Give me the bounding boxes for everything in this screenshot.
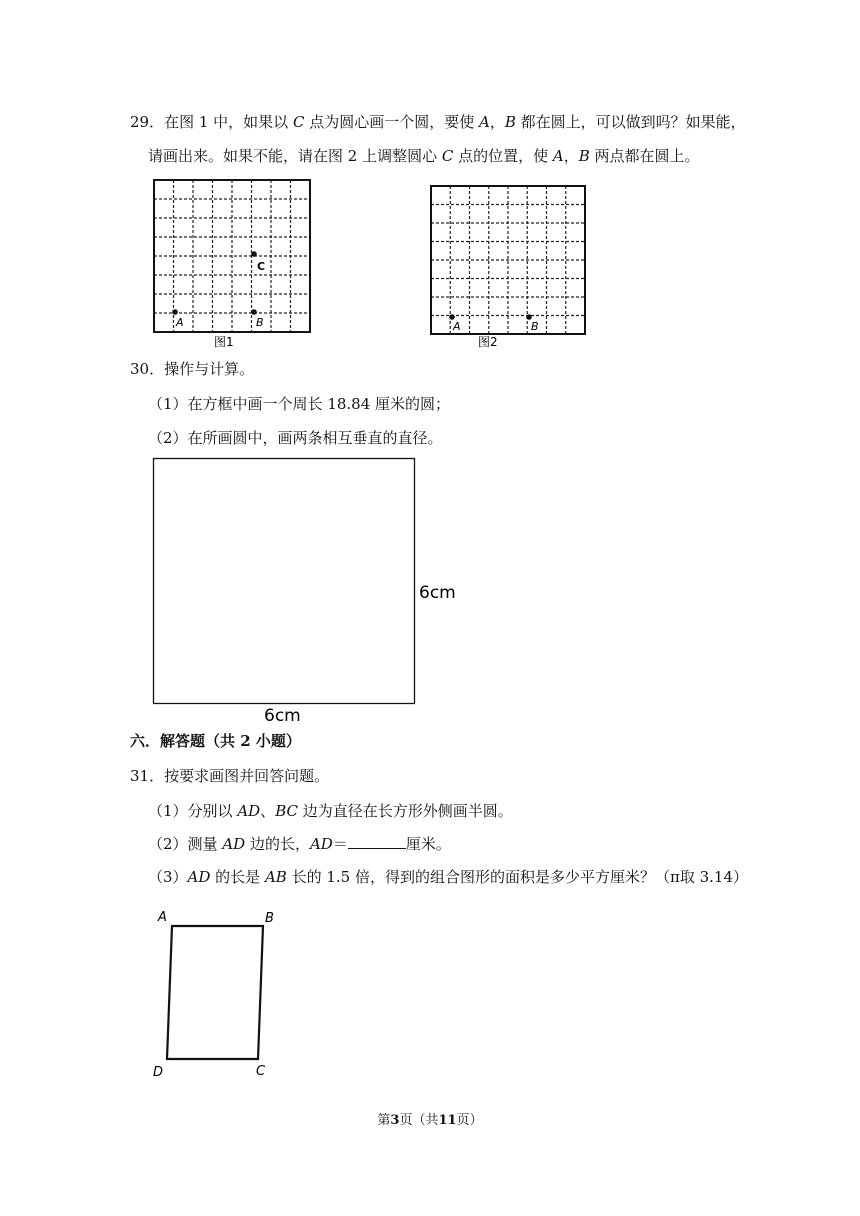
q31-text: 的长是 xyxy=(210,868,265,886)
page-footer xyxy=(0,1109,860,1128)
q31-text: （2）测量 xyxy=(148,835,223,853)
q31-text: （3） xyxy=(148,868,188,886)
vertex-c: C xyxy=(256,1064,266,1079)
footer-text: 第 xyxy=(377,1113,391,1128)
figure-2-grid xyxy=(428,183,590,351)
grid-lines xyxy=(154,180,310,332)
q30-text: 操作与计算。 xyxy=(164,360,255,378)
vertex-d: D xyxy=(153,1065,164,1080)
q31-text: ＝ xyxy=(332,835,348,853)
bottom-length-label: 6cm xyxy=(264,706,301,725)
q31-item2 xyxy=(148,834,451,854)
drawing-box xyxy=(154,459,415,704)
page-number: 3 xyxy=(390,1113,400,1128)
footer-text: 页（共 xyxy=(399,1113,439,1128)
label-c: C xyxy=(257,260,266,273)
q31-text: 边为直径在长方形外侧画半圆。 xyxy=(297,802,513,820)
q31-text: （1）分别以 xyxy=(148,802,238,820)
q29-number: 29． xyxy=(130,113,165,131)
q31-item1 xyxy=(148,801,513,821)
q31-text: 、 xyxy=(260,802,276,820)
q29-text: 请画出来。如果不能，请在图 2 上调整圆心 xyxy=(148,147,442,165)
q31-item3 xyxy=(148,867,748,887)
answer-blank[interactable] xyxy=(348,834,406,849)
vertex-a: A xyxy=(158,910,167,925)
label-b: B xyxy=(531,320,539,333)
q29-line1 xyxy=(130,112,746,132)
footer-text: 页） xyxy=(456,1113,483,1128)
section-6-heading: 六．解答题（共 2 小题） xyxy=(130,732,301,750)
label-a: A xyxy=(176,316,184,329)
vertex-b: B xyxy=(265,911,274,926)
figure-1-grid xyxy=(150,176,316,351)
q31-title xyxy=(130,766,329,786)
var-b: B xyxy=(504,113,516,131)
var-b: B xyxy=(578,147,590,165)
point-a xyxy=(449,314,455,320)
q30-item2: （2）在所画圆中，画两条相互垂直的直径。 xyxy=(148,429,443,447)
total-pages: 11 xyxy=(438,1113,457,1128)
side-length-label: 6cm xyxy=(419,583,456,603)
q31-text: 厘米。 xyxy=(405,835,451,853)
var-c: C xyxy=(441,147,454,165)
q29-line2 xyxy=(148,146,700,166)
var-bc: BC xyxy=(275,802,298,820)
var-ad: AD xyxy=(237,802,261,820)
figure-1-caption: 图1 xyxy=(214,335,234,349)
q30-square-figure xyxy=(150,455,470,725)
q31-text: 长的 1.5 倍，得到的组合图形的面积是多少平方厘米？（π取 3.14） xyxy=(286,868,748,886)
var-ad: AD xyxy=(222,835,246,853)
q29-text: 在图 1 中，如果以 xyxy=(164,113,293,131)
var-ad: AD xyxy=(309,835,333,853)
q31-text: 按要求画图并回答问题。 xyxy=(164,767,330,785)
rectangle-abcd xyxy=(167,926,263,1059)
q30-number: 30． xyxy=(130,360,165,378)
q31-text: 边的长， xyxy=(245,835,310,853)
q29-text: 两点都在圆上。 xyxy=(589,147,700,165)
q30-title xyxy=(130,359,254,379)
point-a xyxy=(172,309,178,315)
var-a: A xyxy=(478,113,490,131)
var-ad: AD xyxy=(187,868,211,886)
label-b: B xyxy=(256,316,264,329)
q29-text: ， xyxy=(563,147,579,165)
q29-text: 点的位置，使 xyxy=(453,147,553,165)
q29-text: ， xyxy=(489,113,505,131)
q31-rectangle-figure xyxy=(148,904,288,1084)
figure-2-caption: 图2 xyxy=(478,335,498,349)
q31-number: 31． xyxy=(130,767,165,785)
var-ab: AB xyxy=(264,868,287,886)
var-c: C xyxy=(292,113,305,131)
q30-item1: （1）在方框中画一个周长 18.84 厘米的圆； xyxy=(148,395,451,413)
point-b xyxy=(526,314,532,320)
q29-text: 点为圆心画一个圆，要使 xyxy=(304,113,479,131)
point-b xyxy=(251,309,257,315)
var-a: A xyxy=(552,147,564,165)
grid-lines xyxy=(431,186,585,334)
q29-text: 都在圆上，可以做到吗？如果能， xyxy=(515,113,746,131)
label-a: A xyxy=(453,320,461,333)
point-c xyxy=(251,251,257,257)
